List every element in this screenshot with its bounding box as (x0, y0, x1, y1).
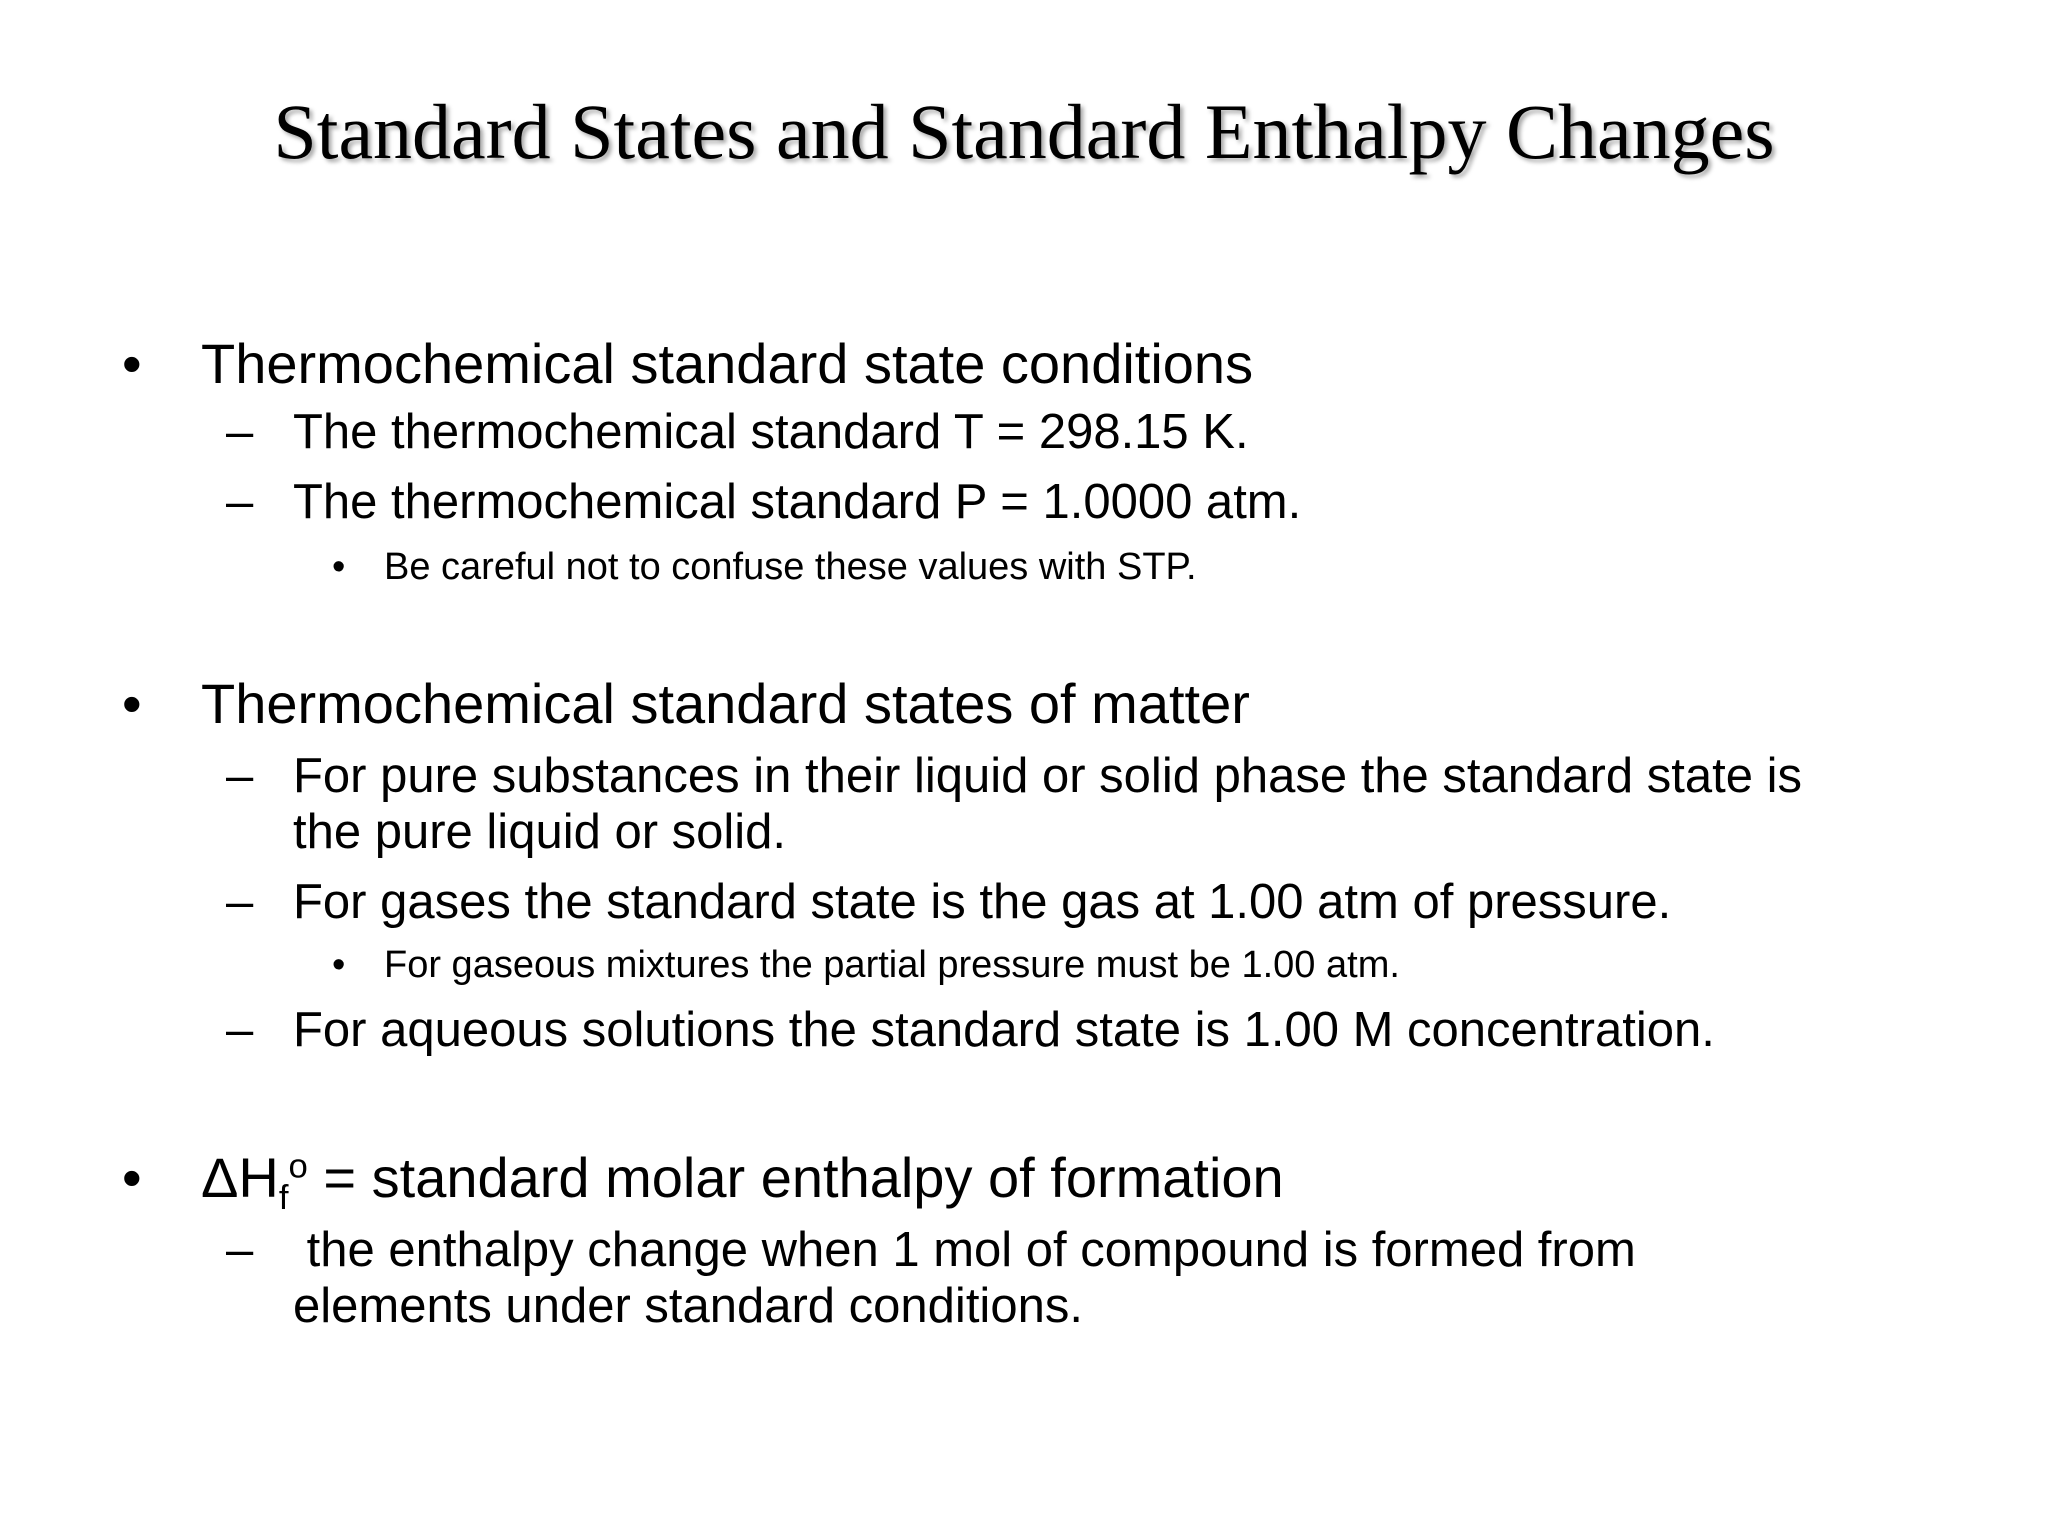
bullet-marker: • (122, 332, 142, 395)
sub-item-text: the enthalpy change when 1 mol of compound is formed from (293, 1223, 1636, 1277)
note-marker: • (332, 546, 346, 588)
bullet-marker: • (122, 1146, 142, 1209)
note-text: For gaseous mixtures the partial pressure must be 1.00 atm. (384, 944, 1400, 986)
sub-item-text: elements under standard conditions. (293, 1279, 1083, 1333)
note-marker: • (332, 944, 346, 986)
dash-marker: – (226, 1223, 254, 1277)
sub-item-text: The thermochemical standard T = 298.15 K. (293, 405, 1249, 459)
heading-rest: = standard molar enthalpy of formation (307, 1146, 1284, 1209)
dash-marker: – (226, 405, 254, 459)
sub-item-text: For aqueous solutions the standard state is 1.00 M concentration. (293, 1003, 1715, 1057)
sub-item-text: For pure substances in their liquid or solid phase the standard state is (293, 749, 1802, 803)
sub-item-text: The thermochemical standard P = 1.0000 atm. (293, 475, 1302, 529)
dash-marker: – (226, 475, 254, 529)
bullet-text (201, 1146, 1284, 1218)
bullet-text: Thermochemical standard states of matter (201, 672, 1250, 735)
sub-item-text: For gases the standard state is the gas at 1.00 atm of pressure. (293, 875, 1672, 929)
sub-item-text: the pure liquid or solid. (293, 805, 787, 859)
dash-marker: – (226, 875, 254, 929)
formation-subscript: f (278, 1179, 289, 1218)
bullet-marker: • (122, 672, 142, 735)
slide-title: Standard States and Standard Enthalpy Changes (273, 88, 1775, 175)
enthalpy-symbol: ΔH (201, 1146, 279, 1209)
bullet-text: Thermochemical standard state conditions (201, 332, 1254, 395)
note-text: Be careful not to confuse these values with STP. (384, 546, 1197, 588)
dash-marker: – (226, 1003, 254, 1057)
standard-superscript: o (288, 1147, 308, 1186)
dash-marker: – (226, 749, 254, 803)
